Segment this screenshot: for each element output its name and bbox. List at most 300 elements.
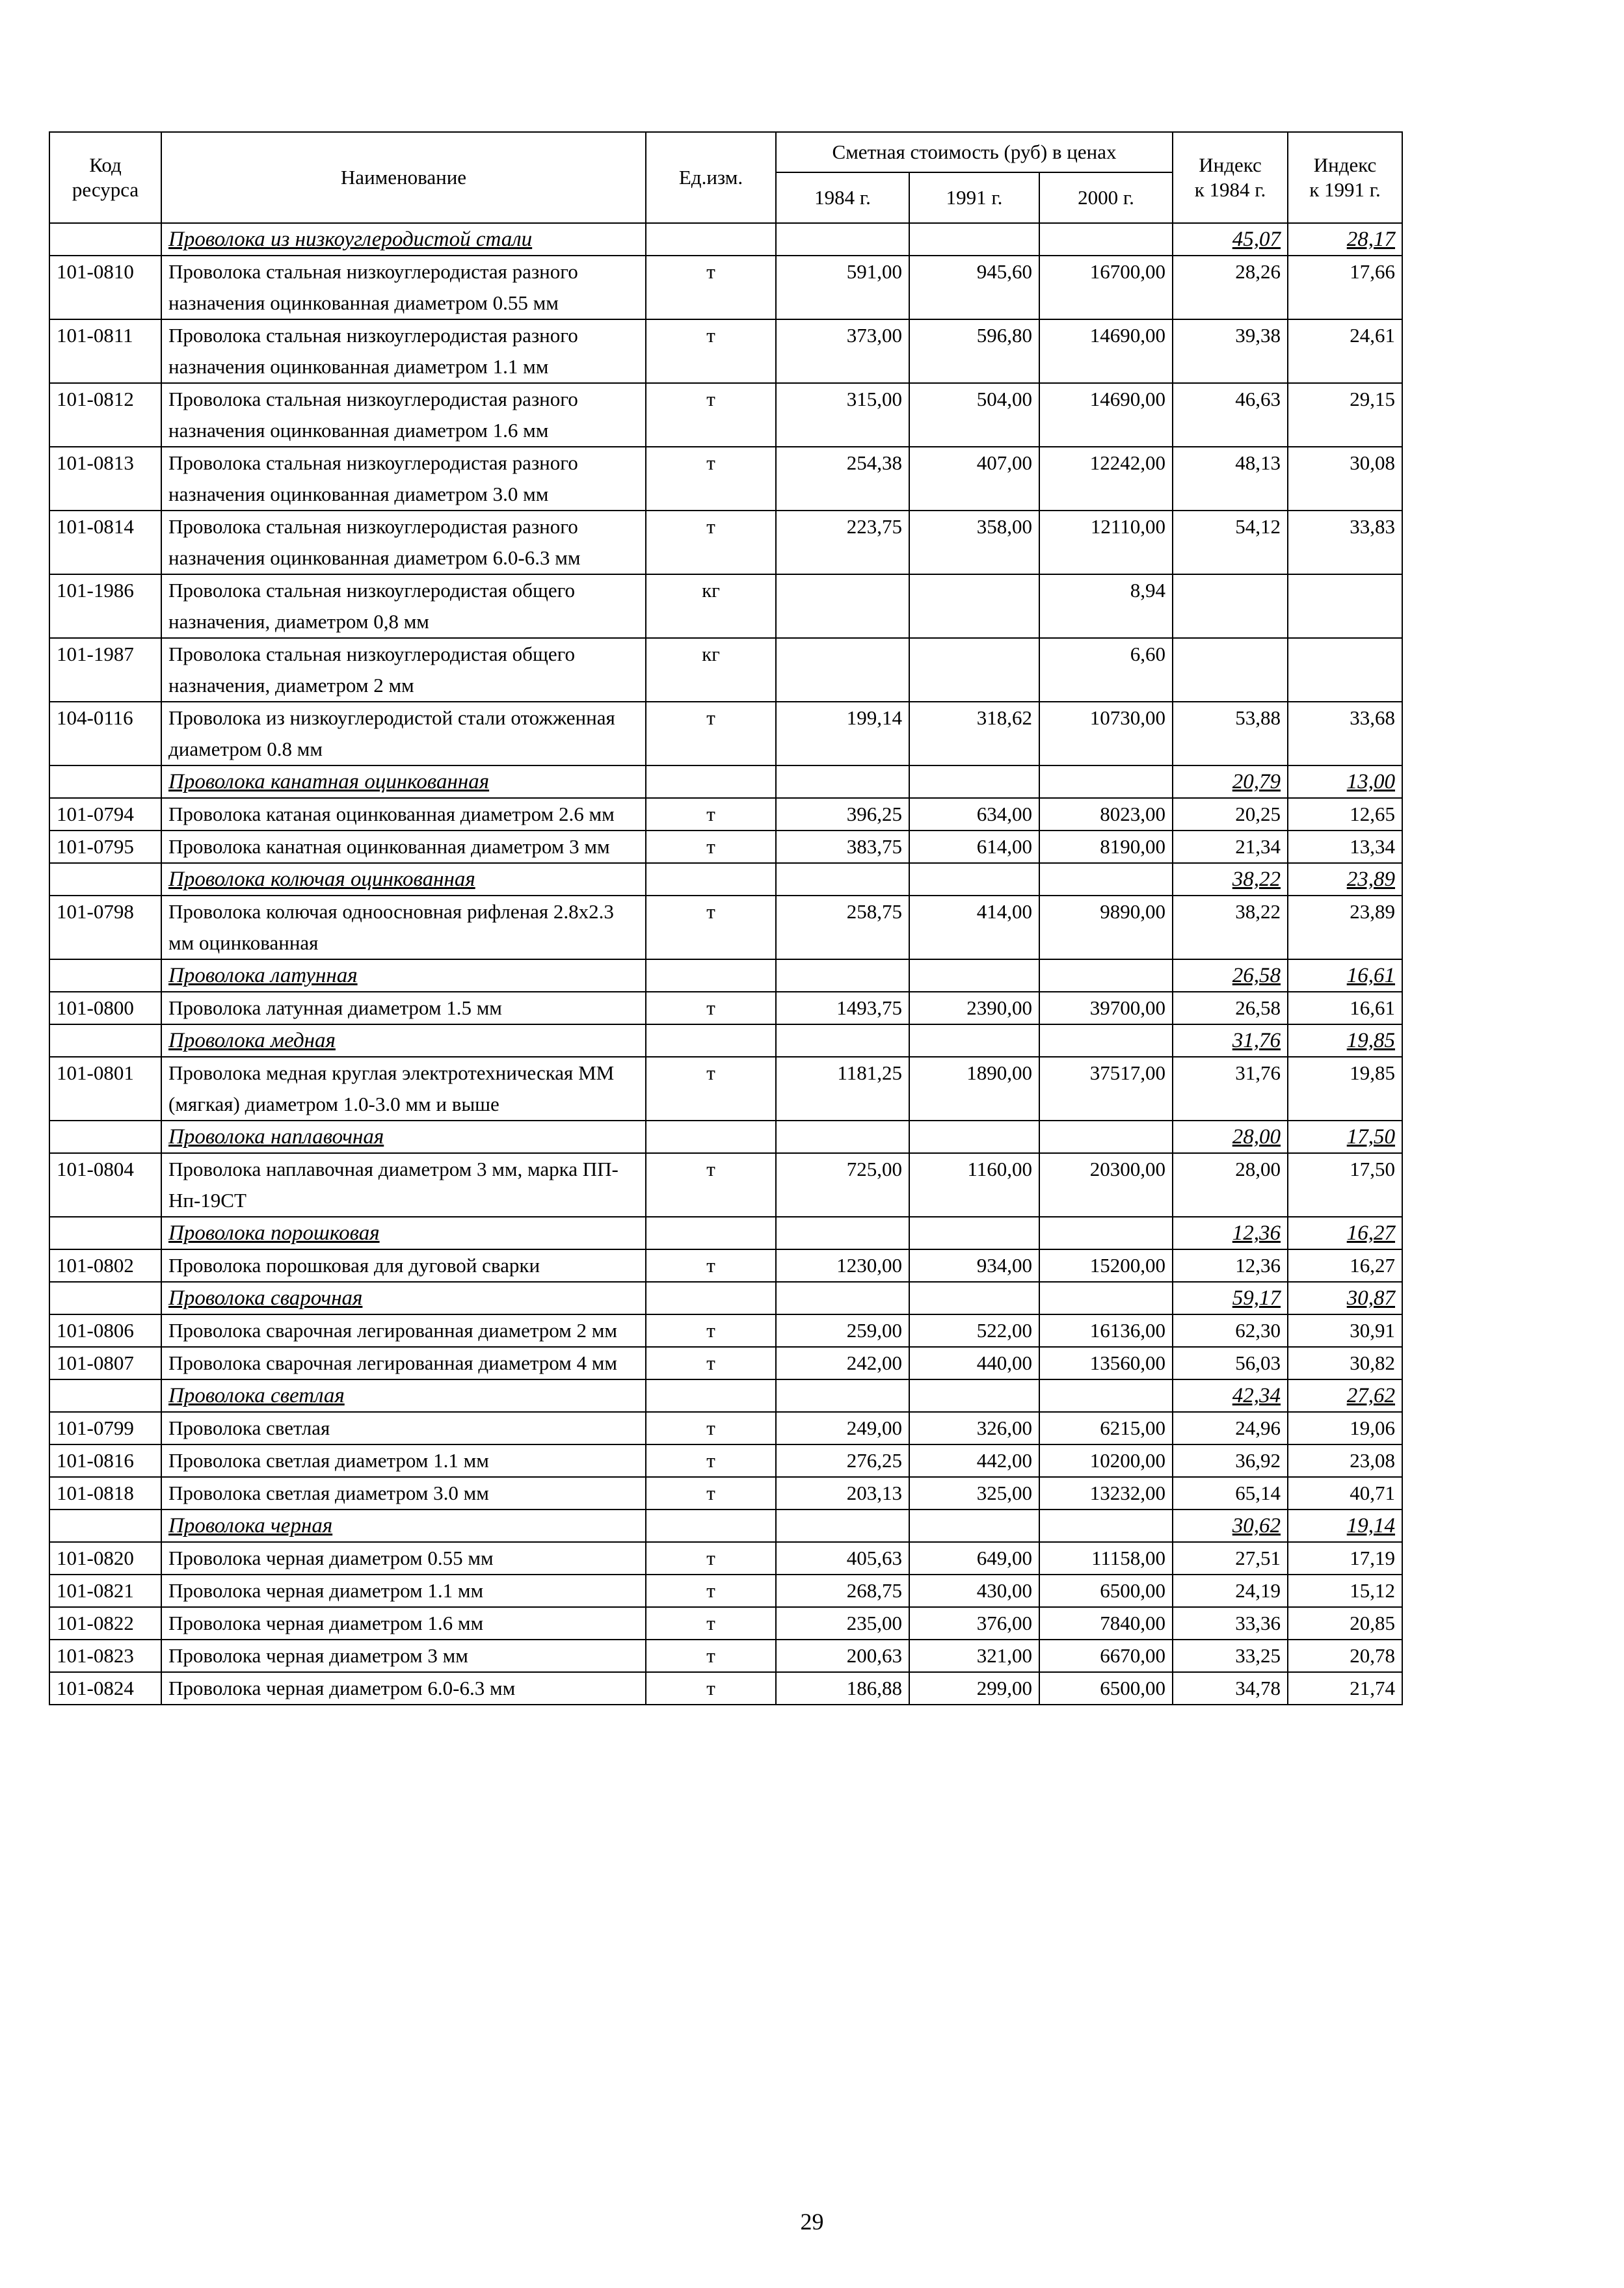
table-row [49, 831, 1402, 863]
cost-1991-cell: 504,00 [909, 383, 1039, 447]
index-1984-cell: 54,12 [1173, 511, 1288, 574]
resource-code-cell: 101-0824 [49, 1672, 161, 1705]
cost-1991-cell: 325,00 [909, 1477, 1039, 1510]
group-cost-1984-cell [776, 959, 909, 992]
group-resource-name-cell: Проволока порошковая [161, 1217, 646, 1249]
group-index-1991-cell: 28,17 [1288, 223, 1402, 256]
table-row [49, 256, 1402, 319]
group-cost-1991-cell [909, 1217, 1039, 1249]
header-index-1991-line1: Индекс [1313, 153, 1377, 176]
index-1991-cell: 29,15 [1288, 383, 1402, 447]
group-index-1984-cell: 45,07 [1173, 223, 1288, 256]
header-year-2000: 2000 г. [1039, 172, 1173, 223]
index-1991-cell: 20,85 [1288, 1607, 1402, 1640]
cost-1984-cell [776, 638, 909, 702]
index-1984-cell: 38,22 [1173, 896, 1288, 959]
cost-2000-cell: 39700,00 [1039, 992, 1173, 1024]
header-unit: Ед.изм. [646, 132, 776, 223]
cost-1984-cell: 242,00 [776, 1347, 909, 1379]
group-header-row [49, 1282, 1402, 1314]
cost-2000-cell: 37517,00 [1039, 1057, 1173, 1121]
resource-name-cell: Проволока черная диаметром 6.0-6.3 мм [161, 1672, 646, 1705]
group-cost-1984-cell [776, 1510, 909, 1542]
header-index-1984-line1: Индекс [1199, 153, 1262, 176]
group-unit-cell [646, 1282, 776, 1314]
index-1991-cell: 15,12 [1288, 1575, 1402, 1607]
index-1984-cell: 27,51 [1173, 1542, 1288, 1575]
group-resource-name-cell: Проволока канатная оцинкованная [161, 765, 646, 798]
index-1984-cell: 65,14 [1173, 1477, 1288, 1510]
resource-code-cell: 101-0811 [49, 319, 161, 383]
index-1984-cell: 62,30 [1173, 1314, 1288, 1347]
group-resource-code-cell [49, 1217, 161, 1249]
cost-2000-cell: 7840,00 [1039, 1607, 1173, 1640]
table-row [49, 702, 1402, 765]
cost-1991-cell: 299,00 [909, 1672, 1039, 1705]
resource-name-cell: Проволока стальная низкоуглеродистая общего назначения, диаметром 2 мм [161, 638, 646, 702]
cost-2000-cell: 14690,00 [1039, 319, 1173, 383]
group-header-row [49, 1121, 1402, 1153]
group-unit-cell [646, 1379, 776, 1412]
index-1991-cell: 30,82 [1288, 1347, 1402, 1379]
group-cost-1984-cell [776, 1024, 909, 1057]
index-1984-cell: 21,34 [1173, 831, 1288, 863]
group-cost-1984-cell [776, 1217, 909, 1249]
cost-1984-cell: 223,75 [776, 511, 909, 574]
unit-cell: кг [646, 574, 776, 638]
group-cost-1991-cell [909, 223, 1039, 256]
resource-code-cell: 101-0800 [49, 992, 161, 1024]
cost-2000-cell: 15200,00 [1039, 1249, 1173, 1282]
cost-1991-cell: 614,00 [909, 831, 1039, 863]
table-row [49, 511, 1402, 574]
index-1984-cell [1173, 638, 1288, 702]
resource-name-cell: Проволока колючая одноосновная рифленая 2.8x2.3 мм оцинкованная [161, 896, 646, 959]
unit-cell: т [646, 1153, 776, 1217]
group-cost-1991-cell [909, 1379, 1039, 1412]
group-cost-2000-cell [1039, 223, 1173, 256]
unit-cell: т [646, 896, 776, 959]
table-row [49, 1640, 1402, 1672]
table-row [49, 447, 1402, 511]
resource-name-cell: Проволока стальная низкоуглеродистая разного назначения оцинкованная диаметром 1.1 мм [161, 319, 646, 383]
index-1991-cell: 40,71 [1288, 1477, 1402, 1510]
cost-1984-cell: 1230,00 [776, 1249, 909, 1282]
cost-1991-cell: 945,60 [909, 256, 1039, 319]
cost-2000-cell: 14690,00 [1039, 383, 1173, 447]
index-1984-cell: 34,78 [1173, 1672, 1288, 1705]
index-1984-cell: 46,63 [1173, 383, 1288, 447]
group-cost-1984-cell [776, 1282, 909, 1314]
header-index-1991 [1288, 132, 1402, 223]
cost-1991-cell: 414,00 [909, 896, 1039, 959]
index-1984-cell: 33,25 [1173, 1640, 1288, 1672]
index-1991-cell: 23,08 [1288, 1444, 1402, 1477]
index-1984-cell: 36,92 [1173, 1444, 1288, 1477]
table-row [49, 638, 1402, 702]
resource-name-cell: Проволока из низкоуглеродистой стали отожженная диаметром 0.8 мм [161, 702, 646, 765]
group-resource-code-cell [49, 1379, 161, 1412]
resource-code-cell: 101-0807 [49, 1347, 161, 1379]
group-cost-1984-cell [776, 1121, 909, 1153]
resource-name-cell: Проволока черная диаметром 0.55 мм [161, 1542, 646, 1575]
index-1984-cell [1173, 574, 1288, 638]
table-header [49, 132, 1402, 223]
group-cost-2000-cell [1039, 1510, 1173, 1542]
group-header-row [49, 1024, 1402, 1057]
cost-1991-cell: 2390,00 [909, 992, 1039, 1024]
cost-2000-cell: 6500,00 [1039, 1672, 1173, 1705]
resource-code-cell: 101-0813 [49, 447, 161, 511]
resource-name-cell: Проволока черная диаметром 3 мм [161, 1640, 646, 1672]
header-year-1991: 1991 г. [909, 172, 1039, 223]
cost-2000-cell: 6,60 [1039, 638, 1173, 702]
index-1984-cell: 12,36 [1173, 1249, 1288, 1282]
group-index-1984-cell: 28,00 [1173, 1121, 1288, 1153]
cost-1984-cell: 199,14 [776, 702, 909, 765]
table-row [49, 1314, 1402, 1347]
table-row [49, 1153, 1402, 1217]
index-1991-cell: 20,78 [1288, 1640, 1402, 1672]
cost-1984-cell: 235,00 [776, 1607, 909, 1640]
unit-cell: кг [646, 638, 776, 702]
group-index-1984-cell: 30,62 [1173, 1510, 1288, 1542]
cost-2000-cell: 16136,00 [1039, 1314, 1173, 1347]
resource-code-cell: 101-0802 [49, 1249, 161, 1282]
cost-1991-cell: 358,00 [909, 511, 1039, 574]
cost-1991-cell: 430,00 [909, 1575, 1039, 1607]
cost-1984-cell [776, 574, 909, 638]
unit-cell: т [646, 992, 776, 1024]
group-cost-1991-cell [909, 1121, 1039, 1153]
cost-1984-cell: 268,75 [776, 1575, 909, 1607]
header-name: Наименование [161, 132, 646, 223]
group-index-1991-cell: 17,50 [1288, 1121, 1402, 1153]
cost-2000-cell: 6215,00 [1039, 1412, 1173, 1444]
cost-1991-cell [909, 574, 1039, 638]
group-header-row [49, 1217, 1402, 1249]
cost-1984-cell: 249,00 [776, 1412, 909, 1444]
index-1991-cell: 16,61 [1288, 992, 1402, 1024]
cost-2000-cell: 13232,00 [1039, 1477, 1173, 1510]
unit-cell: т [646, 511, 776, 574]
unit-cell: т [646, 1477, 776, 1510]
group-index-1991-cell: 16,61 [1288, 959, 1402, 992]
table-row [49, 1542, 1402, 1575]
index-1991-cell: 13,34 [1288, 831, 1402, 863]
table-row [49, 1607, 1402, 1640]
resource-name-cell: Проволока светлая диаметром 1.1 мм [161, 1444, 646, 1477]
group-resource-name-cell: Проволока колючая оцинкованная [161, 863, 646, 896]
group-unit-cell [646, 765, 776, 798]
cost-1991-cell: 522,00 [909, 1314, 1039, 1347]
resource-name-cell: Проволока сварочная легированная диаметром 4 мм [161, 1347, 646, 1379]
cost-1984-cell: 1181,25 [776, 1057, 909, 1121]
table-row [49, 1347, 1402, 1379]
unit-cell: т [646, 1444, 776, 1477]
cost-1984-cell: 254,38 [776, 447, 909, 511]
cost-1991-cell: 1160,00 [909, 1153, 1039, 1217]
index-1984-cell: 33,36 [1173, 1607, 1288, 1640]
group-index-1984-cell: 59,17 [1173, 1282, 1288, 1314]
group-resource-code-cell [49, 863, 161, 896]
index-1984-cell: 39,38 [1173, 319, 1288, 383]
index-1991-cell: 12,65 [1288, 798, 1402, 831]
group-cost-2000-cell [1039, 1121, 1173, 1153]
group-cost-2000-cell [1039, 959, 1173, 992]
resource-name-cell: Проволока сварочная легированная диаметром 2 мм [161, 1314, 646, 1347]
resource-name-cell: Проволока медная круглая электротехническая ММ (мягкая) диаметром 1.0-3.0 мм и выше [161, 1057, 646, 1121]
table-row [49, 574, 1402, 638]
unit-cell: т [646, 702, 776, 765]
group-cost-1984-cell [776, 1379, 909, 1412]
group-unit-cell [646, 863, 776, 896]
resource-code-cell: 101-0810 [49, 256, 161, 319]
cost-1984-cell: 725,00 [776, 1153, 909, 1217]
resource-name-cell: Проволока стальная низкоуглеродистая разного назначения оцинкованная диаметром 0.55 мм [161, 256, 646, 319]
index-1991-cell: 17,50 [1288, 1153, 1402, 1217]
index-1991-cell [1288, 638, 1402, 702]
group-cost-1991-cell [909, 1510, 1039, 1542]
group-cost-1984-cell [776, 223, 909, 256]
index-1991-cell: 21,74 [1288, 1672, 1402, 1705]
unit-cell: т [646, 1057, 776, 1121]
header-code-line2: ресурса [72, 178, 139, 201]
cost-1984-cell: 373,00 [776, 319, 909, 383]
unit-cell: т [646, 1607, 776, 1640]
cost-1991-cell: 318,62 [909, 702, 1039, 765]
resource-name-cell: Проволока стальная низкоуглеродистая разного назначения оцинкованная диаметром 6.0-6.3 мм [161, 511, 646, 574]
group-cost-2000-cell [1039, 1379, 1173, 1412]
resource-code-cell: 101-0816 [49, 1444, 161, 1477]
resource-name-cell: Проволока черная диаметром 1.1 мм [161, 1575, 646, 1607]
resource-code-cell: 101-0795 [49, 831, 161, 863]
header-index-1984-line2: к 1984 г. [1194, 178, 1266, 201]
index-1991-cell: 30,91 [1288, 1314, 1402, 1347]
group-resource-name-cell: Проволока из низкоуглеродистой стали [161, 223, 646, 256]
resource-name-cell: Проволока латунная диаметром 1.5 мм [161, 992, 646, 1024]
cost-2000-cell: 10200,00 [1039, 1444, 1173, 1477]
group-index-1991-cell: 30,87 [1288, 1282, 1402, 1314]
cost-1991-cell [909, 638, 1039, 702]
group-resource-name-cell: Проволока черная [161, 1510, 646, 1542]
price-table [49, 131, 1403, 1705]
index-1991-cell: 17,66 [1288, 256, 1402, 319]
index-1984-cell: 53,88 [1173, 702, 1288, 765]
group-unit-cell [646, 1024, 776, 1057]
index-1984-cell: 24,19 [1173, 1575, 1288, 1607]
cost-1991-cell: 376,00 [909, 1607, 1039, 1640]
group-resource-code-cell [49, 1024, 161, 1057]
cost-1991-cell: 442,00 [909, 1444, 1039, 1477]
group-unit-cell [646, 1217, 776, 1249]
table-row [49, 1477, 1402, 1510]
table-row [49, 1249, 1402, 1282]
group-index-1984-cell: 38,22 [1173, 863, 1288, 896]
cost-1984-cell: 276,25 [776, 1444, 909, 1477]
group-resource-code-cell [49, 223, 161, 256]
table-row [49, 1672, 1402, 1705]
index-1991-cell: 16,27 [1288, 1249, 1402, 1282]
group-resource-name-cell: Проволока светлая [161, 1379, 646, 1412]
index-1991-cell: 24,61 [1288, 319, 1402, 383]
table-row [49, 798, 1402, 831]
resource-code-cell: 101-0823 [49, 1640, 161, 1672]
resource-code-cell: 101-0806 [49, 1314, 161, 1347]
cost-1984-cell: 186,88 [776, 1672, 909, 1705]
resource-code-cell: 101-0804 [49, 1153, 161, 1217]
index-1991-cell: 23,89 [1288, 896, 1402, 959]
group-header-row [49, 765, 1402, 798]
index-1984-cell: 26,58 [1173, 992, 1288, 1024]
group-resource-name-cell: Проволока медная [161, 1024, 646, 1057]
cost-2000-cell: 12242,00 [1039, 447, 1173, 511]
cost-1984-cell: 258,75 [776, 896, 909, 959]
resource-code-cell: 101-0822 [49, 1607, 161, 1640]
resource-code-cell: 101-1987 [49, 638, 161, 702]
unit-cell: т [646, 447, 776, 511]
group-index-1991-cell: 13,00 [1288, 765, 1402, 798]
group-unit-cell [646, 223, 776, 256]
table-row [49, 319, 1402, 383]
page-number: 29 [800, 2209, 824, 2235]
group-index-1991-cell: 16,27 [1288, 1217, 1402, 1249]
unit-cell: т [646, 1347, 776, 1379]
cost-1984-cell: 383,75 [776, 831, 909, 863]
resource-name-cell: Проволока черная диаметром 1.6 мм [161, 1607, 646, 1640]
cost-1984-cell: 1493,75 [776, 992, 909, 1024]
cost-1991-cell: 634,00 [909, 798, 1039, 831]
cost-1991-cell: 596,80 [909, 319, 1039, 383]
group-cost-1984-cell [776, 863, 909, 896]
group-cost-1991-cell [909, 863, 1039, 896]
unit-cell: т [646, 1249, 776, 1282]
group-cost-1984-cell [776, 765, 909, 798]
unit-cell: т [646, 1640, 776, 1672]
unit-cell: т [646, 1412, 776, 1444]
index-1991-cell: 19,06 [1288, 1412, 1402, 1444]
cost-2000-cell: 8023,00 [1039, 798, 1173, 831]
unit-cell: т [646, 383, 776, 447]
index-1984-cell: 28,00 [1173, 1153, 1288, 1217]
cost-2000-cell: 11158,00 [1039, 1542, 1173, 1575]
index-1991-cell: 19,85 [1288, 1057, 1402, 1121]
resource-name-cell: Проволока наплавочная диаметром 3 мм, марка ПП-Нп-19СТ [161, 1153, 646, 1217]
group-header-row [49, 1379, 1402, 1412]
cost-2000-cell: 20300,00 [1039, 1153, 1173, 1217]
cost-1984-cell: 259,00 [776, 1314, 909, 1347]
group-header-row [49, 959, 1402, 992]
resource-name-cell: Проволока порошковая для дуговой сварки [161, 1249, 646, 1282]
unit-cell: т [646, 1672, 776, 1705]
resource-code-cell: 101-0794 [49, 798, 161, 831]
group-cost-2000-cell [1039, 1217, 1173, 1249]
cost-1984-cell: 315,00 [776, 383, 909, 447]
group-cost-1991-cell [909, 1282, 1039, 1314]
cost-2000-cell: 13560,00 [1039, 1347, 1173, 1379]
header-code-line1: Код [89, 153, 122, 176]
table-row [49, 1412, 1402, 1444]
group-resource-code-cell [49, 1510, 161, 1542]
cost-2000-cell: 12110,00 [1039, 511, 1173, 574]
header-index-1984 [1173, 132, 1288, 223]
cost-1991-cell: 649,00 [909, 1542, 1039, 1575]
group-resource-name-cell: Проволока латунная [161, 959, 646, 992]
index-1991-cell: 30,08 [1288, 447, 1402, 511]
index-1984-cell: 24,96 [1173, 1412, 1288, 1444]
group-unit-cell [646, 1121, 776, 1153]
resource-name-cell: Проволока стальная низкоуглеродистая разного назначения оцинкованная диаметром 1.6 мм [161, 383, 646, 447]
table-body [49, 223, 1402, 1705]
index-1984-cell: 48,13 [1173, 447, 1288, 511]
cost-1984-cell: 405,63 [776, 1542, 909, 1575]
resource-code-cell: 101-0798 [49, 896, 161, 959]
unit-cell: т [646, 831, 776, 863]
cost-1991-cell: 1890,00 [909, 1057, 1039, 1121]
cost-2000-cell: 16700,00 [1039, 256, 1173, 319]
resource-name-cell: Проволока канатная оцинкованная диаметром 3 мм [161, 831, 646, 863]
group-resource-code-cell [49, 1121, 161, 1153]
group-header-row [49, 223, 1402, 256]
cost-1991-cell: 407,00 [909, 447, 1039, 511]
cost-1991-cell: 934,00 [909, 1249, 1039, 1282]
header-code [49, 132, 161, 223]
index-1984-cell: 31,76 [1173, 1057, 1288, 1121]
index-1991-cell: 17,19 [1288, 1542, 1402, 1575]
resource-name-cell: Проволока светлая [161, 1412, 646, 1444]
cost-2000-cell: 8,94 [1039, 574, 1173, 638]
resource-code-cell: 101-0818 [49, 1477, 161, 1510]
resource-code-cell: 101-0814 [49, 511, 161, 574]
resource-code-cell: 101-0812 [49, 383, 161, 447]
resource-code-cell: 101-0801 [49, 1057, 161, 1121]
unit-cell: т [646, 798, 776, 831]
group-cost-2000-cell [1039, 1024, 1173, 1057]
index-1984-cell: 20,25 [1173, 798, 1288, 831]
cost-2000-cell: 9890,00 [1039, 896, 1173, 959]
header-index-1991-line2: к 1991 г. [1309, 178, 1381, 201]
cost-2000-cell: 10730,00 [1039, 702, 1173, 765]
group-header-row [49, 1510, 1402, 1542]
group-cost-1991-cell [909, 959, 1039, 992]
group-index-1984-cell: 12,36 [1173, 1217, 1288, 1249]
cost-1984-cell: 203,13 [776, 1477, 909, 1510]
resource-name-cell: Проволока катаная оцинкованная диаметром 2.6 мм [161, 798, 646, 831]
group-resource-code-cell [49, 959, 161, 992]
unit-cell: т [646, 1575, 776, 1607]
index-1984-cell: 56,03 [1173, 1347, 1288, 1379]
table-row [49, 1444, 1402, 1477]
group-index-1984-cell: 42,34 [1173, 1379, 1288, 1412]
group-cost-1991-cell [909, 1024, 1039, 1057]
unit-cell: т [646, 319, 776, 383]
group-index-1984-cell: 20,79 [1173, 765, 1288, 798]
index-1991-cell: 33,68 [1288, 702, 1402, 765]
resource-code-cell: 101-0799 [49, 1412, 161, 1444]
group-index-1984-cell: 26,58 [1173, 959, 1288, 992]
cost-1984-cell: 591,00 [776, 256, 909, 319]
cost-1984-cell: 396,25 [776, 798, 909, 831]
group-header-row [49, 863, 1402, 896]
group-cost-2000-cell [1039, 1282, 1173, 1314]
group-cost-2000-cell [1039, 765, 1173, 798]
group-index-1991-cell: 19,85 [1288, 1024, 1402, 1057]
group-index-1991-cell: 19,14 [1288, 1510, 1402, 1542]
group-resource-code-cell [49, 1282, 161, 1314]
table-row [49, 896, 1402, 959]
group-unit-cell [646, 1510, 776, 1542]
cost-1991-cell: 326,00 [909, 1412, 1039, 1444]
